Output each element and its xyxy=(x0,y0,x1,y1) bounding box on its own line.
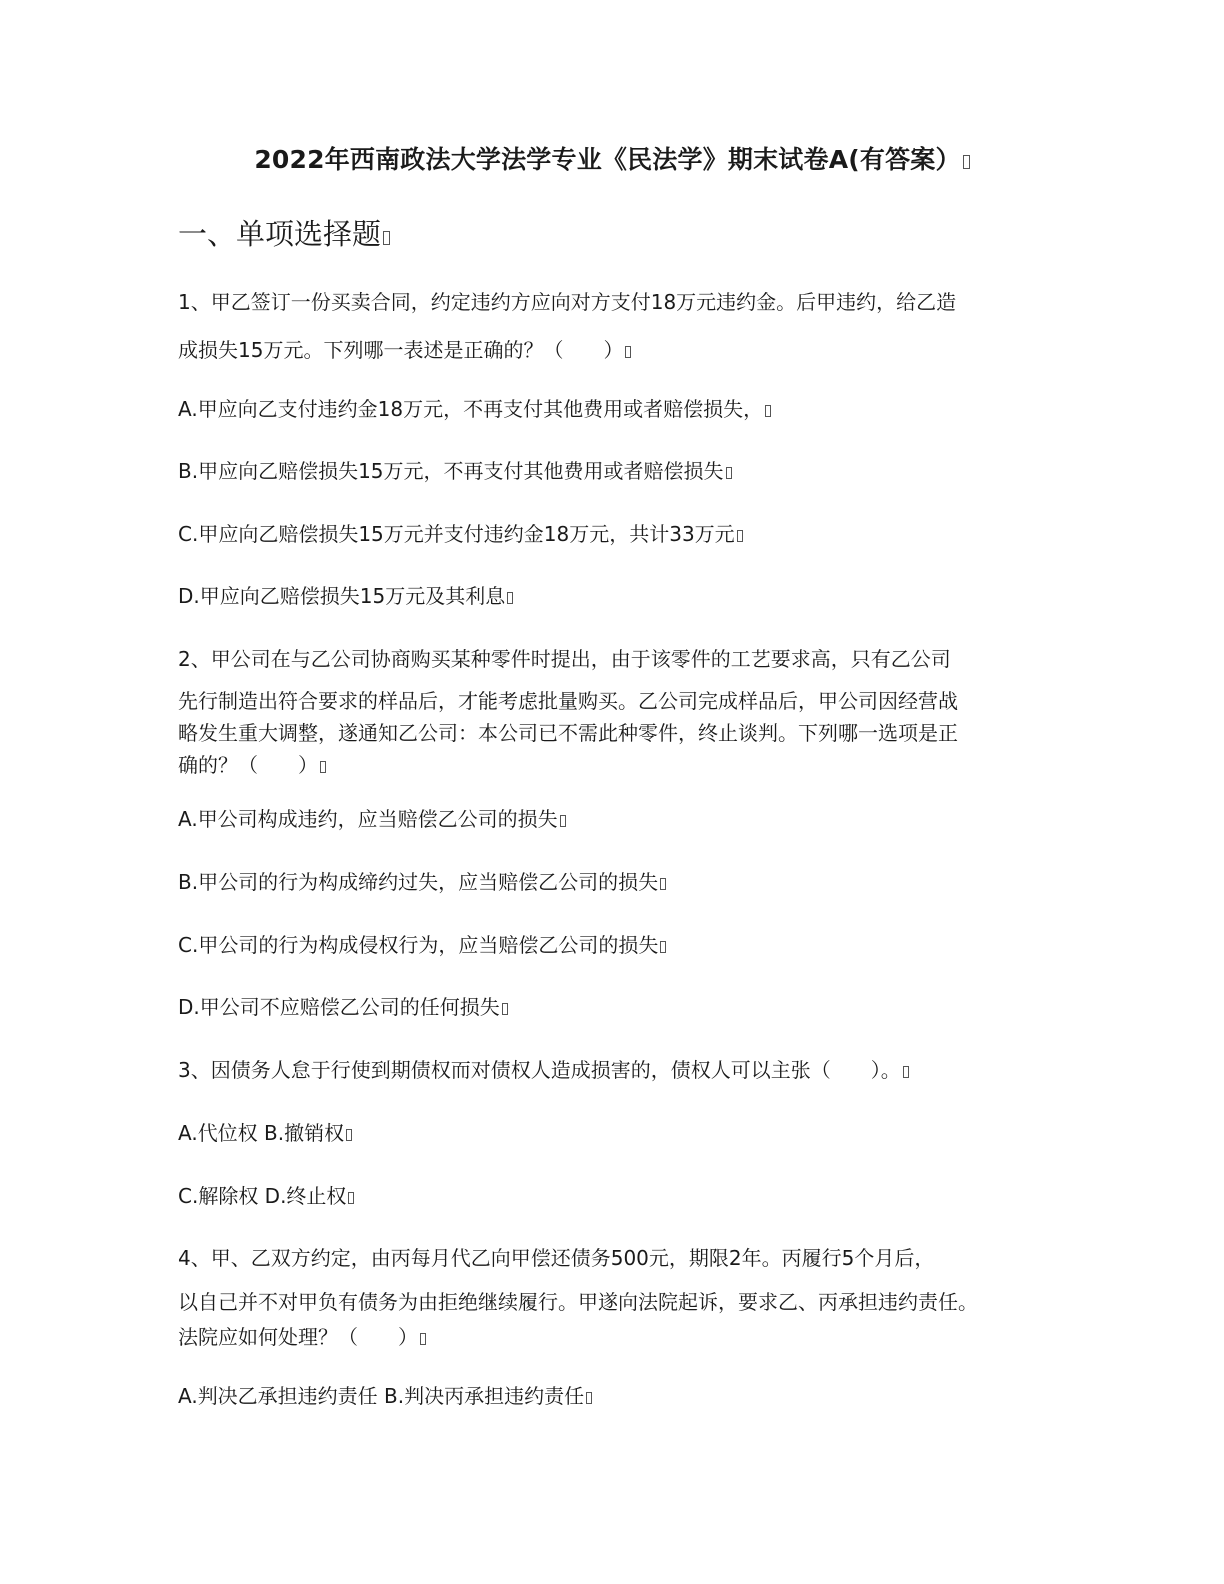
question-2-option-b: B.甲公司的行为构成缔约过失，应当赔偿乙公司的损失 xyxy=(178,866,666,895)
paragraph-mark-icon xyxy=(625,346,631,358)
question-2-option-d: D.甲公司不应赔偿乙公司的任何损失 xyxy=(178,991,508,1020)
paragraph-mark-icon xyxy=(660,941,666,953)
question-4-stem-line-3: 法院应如何处理？（ ） xyxy=(178,1321,426,1350)
question-4-stem-line-1: 4、甲、乙双方约定，由丙每月代乙向甲偿还债务500元，期限2年。丙履行5个月后， xyxy=(178,1246,935,1270)
exam-title: 2022年西南政法大学法学专业《民法学》期末试卷A(有答案） xyxy=(0,140,1224,176)
section-heading: 一、单项选择题 xyxy=(178,212,390,253)
paragraph-mark-icon xyxy=(963,155,970,169)
paragraph-mark-icon xyxy=(903,1066,909,1078)
paragraph-mark-icon xyxy=(586,1392,592,1404)
question-2-option-a: A.甲公司构成违约，应当赔偿乙公司的损失 xyxy=(178,803,566,832)
paragraph-mark-icon xyxy=(726,467,732,479)
question-2-option-c: C.甲公司的行为构成侵权行为，应当赔偿乙公司的损失 xyxy=(178,929,666,958)
question-1-option-d: D.甲应向乙赔偿损失15万元及其利息 xyxy=(178,580,513,609)
paragraph-mark-icon xyxy=(507,592,513,604)
paragraph-mark-icon xyxy=(348,1192,354,1204)
question-1-stem-line-2: 成损失15万元。下列哪一表述是正确的？（ ） xyxy=(178,334,631,363)
paragraph-mark-icon xyxy=(346,1129,352,1141)
paragraph-mark-icon xyxy=(660,878,666,890)
paragraph-mark-icon xyxy=(502,1003,508,1015)
question-2-stem-line-1: 2、甲公司在与乙公司协商购买某种零件时提出，由于该零件的工艺要求高，只有乙公司 xyxy=(178,647,951,671)
question-1-option-a: A.甲应向乙支付违约金18万元，不再支付其他费用或者赔偿损失， xyxy=(178,393,771,422)
question-3-option-ab: A.代位权 B.撤销权 xyxy=(178,1117,352,1146)
question-3-stem-line-1: 3、因债务人怠于行使到期债权而对债权人造成损害的，债权人可以主张（ ）。 xyxy=(178,1054,909,1083)
question-3-option-cd: C.解除权 D.终止权 xyxy=(178,1180,354,1209)
paragraph-mark-icon xyxy=(420,1333,426,1345)
paragraph-mark-icon xyxy=(320,761,326,773)
question-1-option-b: B.甲应向乙赔偿损失15万元，不再支付其他费用或者赔偿损失 xyxy=(178,455,732,484)
question-1-option-c: C.甲应向乙赔偿损失15万元并支付违约金18万元，共计33万元 xyxy=(178,518,743,547)
question-1-stem-line-1: 1、甲乙签订一份买卖合同，约定违约方应向对方支付18万元违约金。后甲违约，给乙造 xyxy=(178,290,957,314)
paragraph-mark-icon xyxy=(560,815,566,827)
question-4-option-ab: A.判决乙承担违约责任 B.判决丙承担违约责任 xyxy=(178,1380,592,1409)
paragraph-mark-icon xyxy=(765,405,771,417)
paragraph-mark-icon xyxy=(737,530,743,542)
question-2-stem-line-2: 先行制造出符合要求的样品后，才能考虑批量购买。乙公司完成样品后，甲公司因经营战 xyxy=(178,689,958,713)
paragraph-mark-icon xyxy=(383,231,390,245)
question-2-stem-line-3: 略发生重大调整，遂通知乙公司：本公司已不需此种零件，终止谈判。下列哪一选项是正 xyxy=(178,721,958,745)
question-4-stem-line-2: 以自己并不对甲负有债务为由拒绝继续履行。甲遂向法院起诉，要求乙、丙承担违约责任。 xyxy=(178,1290,978,1314)
question-2-stem-line-4: 确的？（ ） xyxy=(178,749,326,778)
